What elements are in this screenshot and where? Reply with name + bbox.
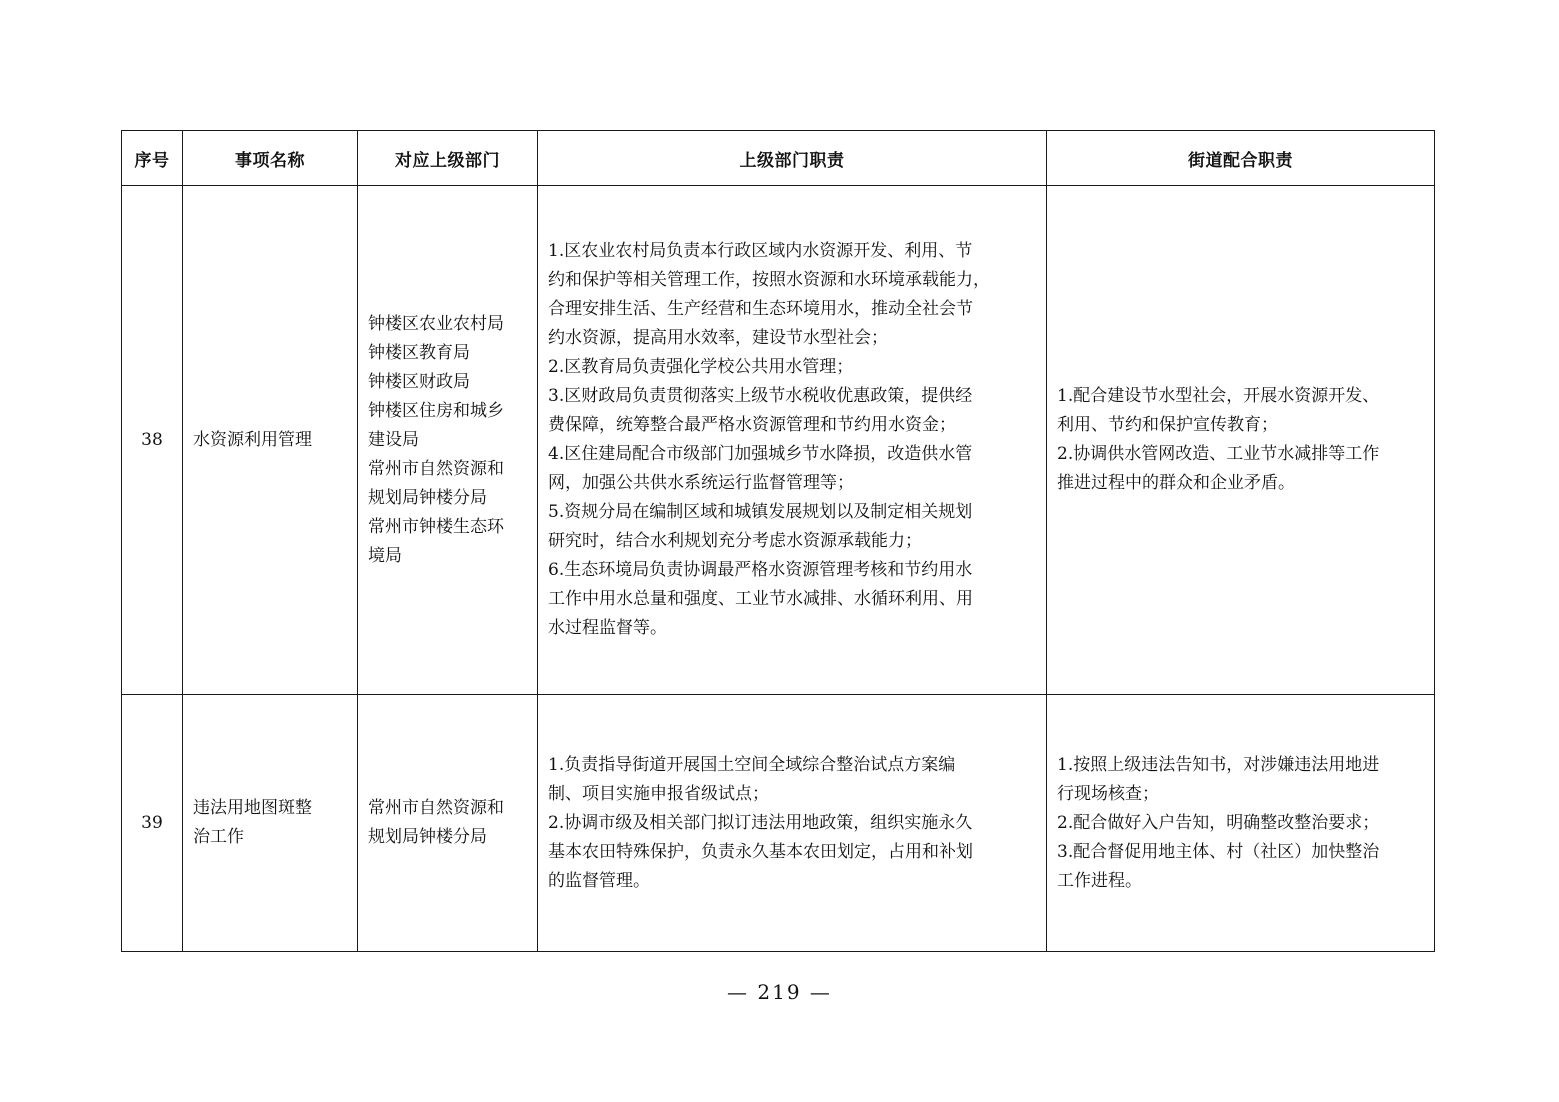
table-header-row	[122, 131, 1435, 186]
street-duty-line: 1.按照上级违法告知书，对涉嫌违法用地进	[1057, 754, 1380, 775]
upper-duty-line: 1.负责指导街道开展国土空间全域综合整治试点方案编	[548, 754, 956, 775]
department-line: 钟楼区农业农村局	[368, 313, 504, 334]
department-line: 常州市自然资源和	[368, 798, 504, 818]
department-line: 境局	[368, 545, 402, 566]
upper-duty-line: 1.区农业农村局负责本行政区域内水资源开发、利用、节	[548, 241, 973, 261]
row-serial-number: 39	[122, 695, 183, 952]
department-line: 规划局钟楼分局	[368, 827, 487, 847]
page-number: — 219 —	[727, 980, 832, 1004]
department-line: 钟楼区住房和城乡	[368, 400, 504, 421]
street-duty-line: 行现场核查；	[1057, 783, 1159, 804]
duties-table	[121, 130, 1435, 952]
header-item-name: 事项名称	[183, 131, 358, 186]
upper-duty-line: 5.资规分局在编制区域和城镇发展规划以及制定相关规划	[548, 502, 973, 522]
upper-duty-line: 制、项目实施申报省级试点；	[548, 783, 769, 804]
table-row	[122, 186, 1435, 695]
item-name-line: 水资源利用管理	[193, 429, 312, 450]
row-serial-number: 38	[122, 186, 183, 695]
street-duty-line: 2.配合做好入户告知，明确整改整治要求；	[1057, 812, 1380, 833]
header-upper-duties: 上级部门职责	[538, 131, 1047, 186]
row-item-name	[183, 186, 358, 695]
street-duty-line: 2.协调供水管网改造、工业节水减排等工作	[1057, 444, 1380, 464]
upper-duty-line: 费保障，统筹整合最严格水资源管理和节约用水资金；	[548, 415, 956, 435]
department-line: 规划局钟楼分局	[368, 487, 487, 508]
row-upper-duties	[538, 695, 1047, 952]
upper-duty-line: 水过程监督等。	[548, 618, 667, 638]
upper-duty-line: 约和保护等相关管理工作，按照水资源和水环境承载能力，	[548, 270, 990, 290]
upper-duty-line: 3.区财政局负责贯彻落实上级节水税收优惠政策，提供经	[548, 386, 973, 406]
header-serial-number: 序号	[122, 131, 183, 186]
row-street-duties	[1047, 695, 1435, 952]
upper-duty-line: 2.协调市级及相关部门拟订违法用地政策，组织实施永久	[548, 812, 973, 833]
department-line: 常州市自然资源和	[368, 458, 504, 479]
row-departments	[358, 695, 538, 952]
upper-duty-line: 4.区住建局配合市级部门加强城乡节水降损，改造供水管	[548, 444, 973, 464]
row-upper-duties	[538, 186, 1047, 695]
row-street-duties	[1047, 186, 1435, 695]
item-name-line: 治工作	[193, 827, 244, 847]
row-item-name	[183, 695, 358, 952]
upper-duty-line: 2.区教育局负责强化学校公共用水管理；	[548, 357, 854, 377]
street-duty-line: 利用、节约和保护宣传教育；	[1057, 415, 1278, 435]
upper-duty-line: 6.生态环境局负责协调最严格水资源管理考核和节约用水	[548, 560, 973, 580]
upper-duty-line: 基本农田特殊保护，负责永久基本农田划定，占用和补划	[548, 841, 973, 862]
upper-duty-line: 工作中用水总量和强度、工业节水减排、水循环利用、用	[548, 589, 973, 609]
upper-duty-line: 网，加强公共供水系统运行监督管理等；	[548, 473, 854, 493]
department-line: 建设局	[368, 429, 419, 450]
street-duty-line: 工作进程。	[1057, 870, 1142, 891]
header-upper-department: 对应上级部门	[358, 131, 538, 186]
row-departments	[358, 186, 538, 695]
table-row	[122, 695, 1435, 952]
upper-duty-line: 研究时，结合水利规划充分考虑水资源承载能力；	[548, 531, 922, 551]
upper-duty-line: 合理安排生活、生产经营和生态环境用水，推动全社会节	[548, 299, 973, 319]
street-duty-line: 3.配合督促用地主体、村（社区）加快整治	[1057, 841, 1380, 862]
upper-duty-line: 约水资源，提高用水效率，建设节水型社会；	[548, 328, 888, 348]
street-duty-line: 1.配合建设节水型社会，开展水资源开发、	[1057, 386, 1380, 406]
department-line: 钟楼区教育局	[368, 342, 470, 363]
department-line: 常州市钟楼生态环	[368, 516, 504, 537]
item-name-line: 违法用地图斑整	[193, 798, 312, 818]
department-line: 钟楼区财政局	[368, 371, 470, 392]
street-duty-line: 推进过程中的群众和企业矛盾。	[1057, 473, 1295, 493]
upper-duty-line: 的监督管理。	[548, 870, 650, 891]
header-street-duties: 街道配合职责	[1047, 131, 1435, 186]
